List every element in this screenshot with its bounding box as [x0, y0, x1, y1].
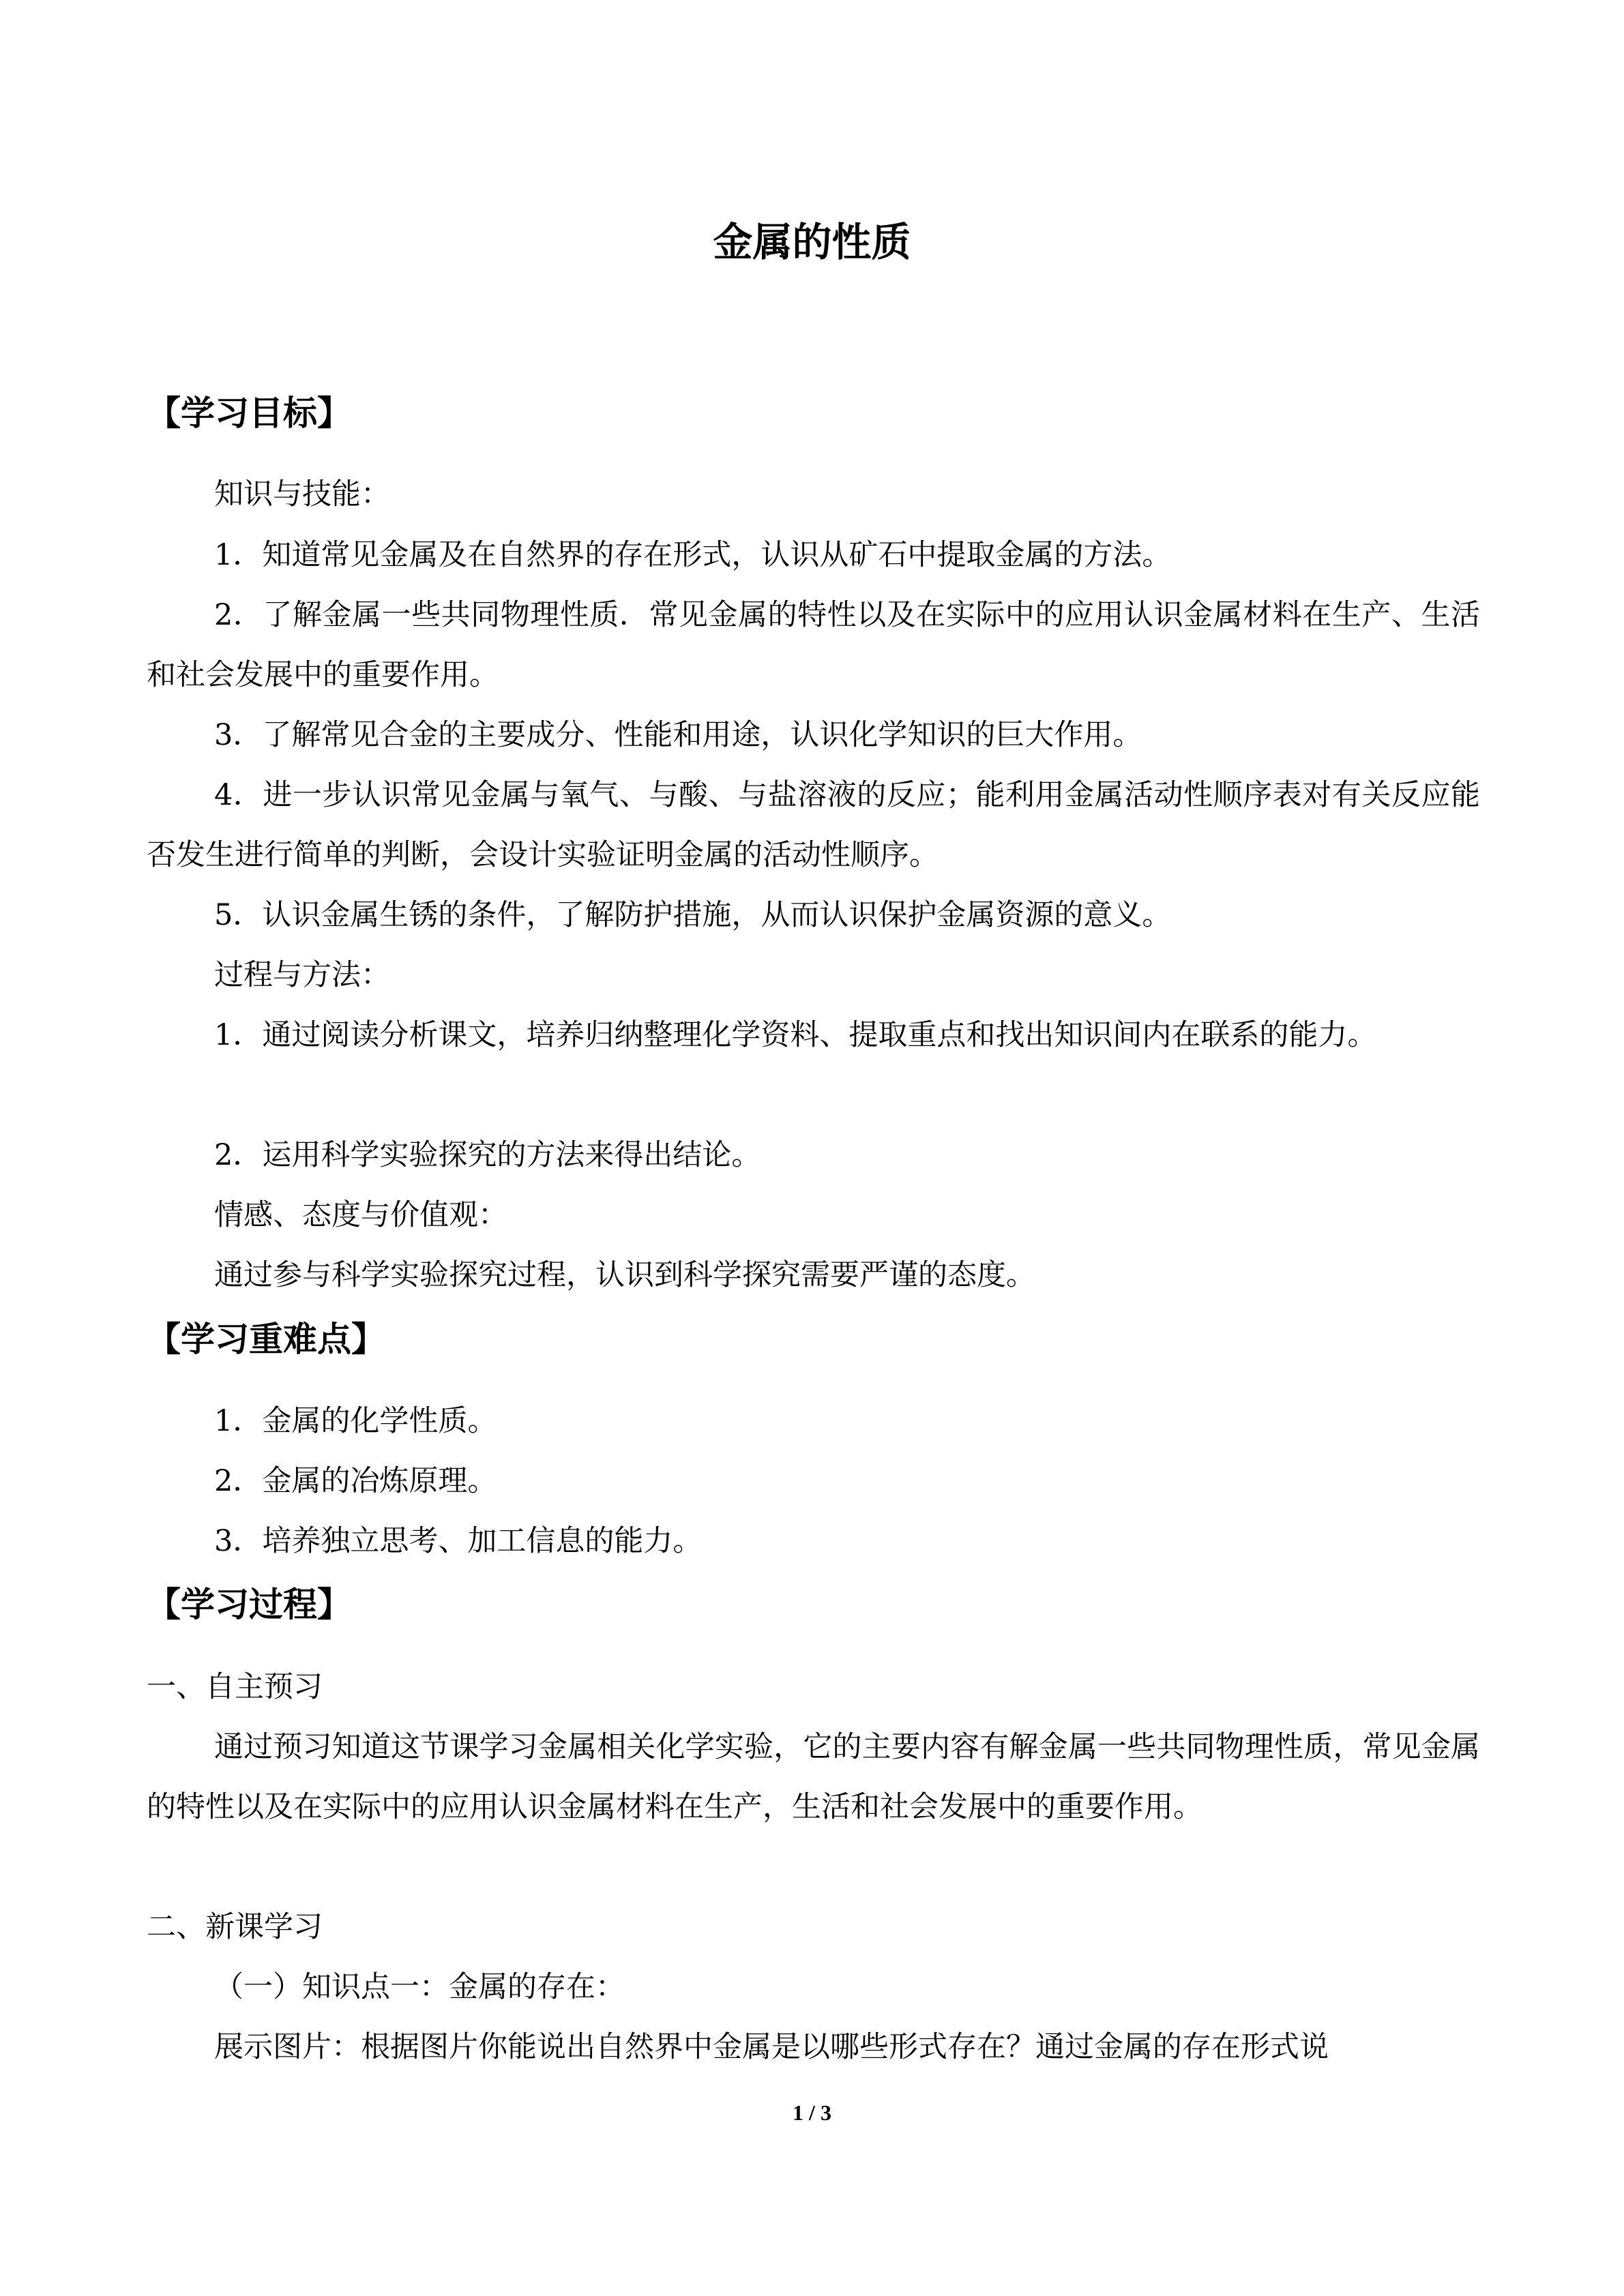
point1-text: 展示图片：根据图片你能说出自然界中金属是以哪些形式存在？通过金属的存在形式说: [214, 2030, 1329, 2064]
part1-text: 通过预习知道这节课学习金属相关化学实验，它的主要内容有解金属一些共同物理性质，常见金属的特性以及在实际中的应用认识金属材料在生产，生活和社会发展中的重要作用。: [147, 1730, 1480, 1824]
part1-label: 一、自主预习: [147, 1670, 323, 1704]
page-number: 1 / 3: [793, 2100, 831, 2125]
section-heading-goals: 【学习目标】: [147, 393, 351, 433]
emotion-item-1: 通过参与科学实验探究过程，认识到科学探究需要严谨的态度。: [214, 1258, 1035, 1292]
process-item-1: 1．通过阅读分析课文，培养归纳整理化学资料、提取重点和找出知识间内在联系的能力。: [214, 1018, 1377, 1052]
part2-label: 二、新课学习: [147, 1910, 323, 1944]
goal-item-3: 3．了解常见合金的主要成分、性能和用途，认识化学知识的巨大作用。: [214, 718, 1142, 752]
emotion-label: 情感、态度与价值观：: [214, 1198, 507, 1232]
process-item-2: 2．运用科学实验探究的方法来得出结论。: [214, 1138, 761, 1172]
document-title: 金属的性质: [713, 219, 911, 265]
goal-item-5: 5．认识金属生锈的条件，了解防护措施，从而认识保护金属资源的意义。: [214, 898, 1172, 932]
goal-item-4: 4．进一步认识常见金属与氧气、与酸、与盐溶液的反应；能利用金属活动性顺序表对有关反应能否发生进行简单的判断，会设计实验证明金属的活动性顺序。: [147, 778, 1480, 872]
key-point-item: 1．金属的化学性质。: [214, 1404, 497, 1438]
process-label: 过程与方法：: [214, 958, 390, 992]
knowledge-label: 知识与技能：: [214, 477, 390, 511]
key-point-item: 2．金属的冶炼原理。: [214, 1464, 497, 1498]
key-point-item: 3．培养独立思考、加工信息的能力。: [214, 1524, 703, 1558]
goal-item-1: 1．知道常见金属及在自然界的存在形式，认识从矿石中提取金属的方法。: [214, 538, 1172, 572]
point1-label: （一）知识点一：金属的存在：: [214, 1970, 625, 2004]
section-heading-key-points: 【学习重难点】: [147, 1320, 385, 1359]
goal-item-2: 2．了解金属一些共同物理性质．常见金属的特性以及在实际中的应用认识金属材料在生产、生活和社会发展中的重要作用。: [147, 598, 1480, 692]
section-heading-process: 【学习过程】: [147, 1585, 351, 1624]
